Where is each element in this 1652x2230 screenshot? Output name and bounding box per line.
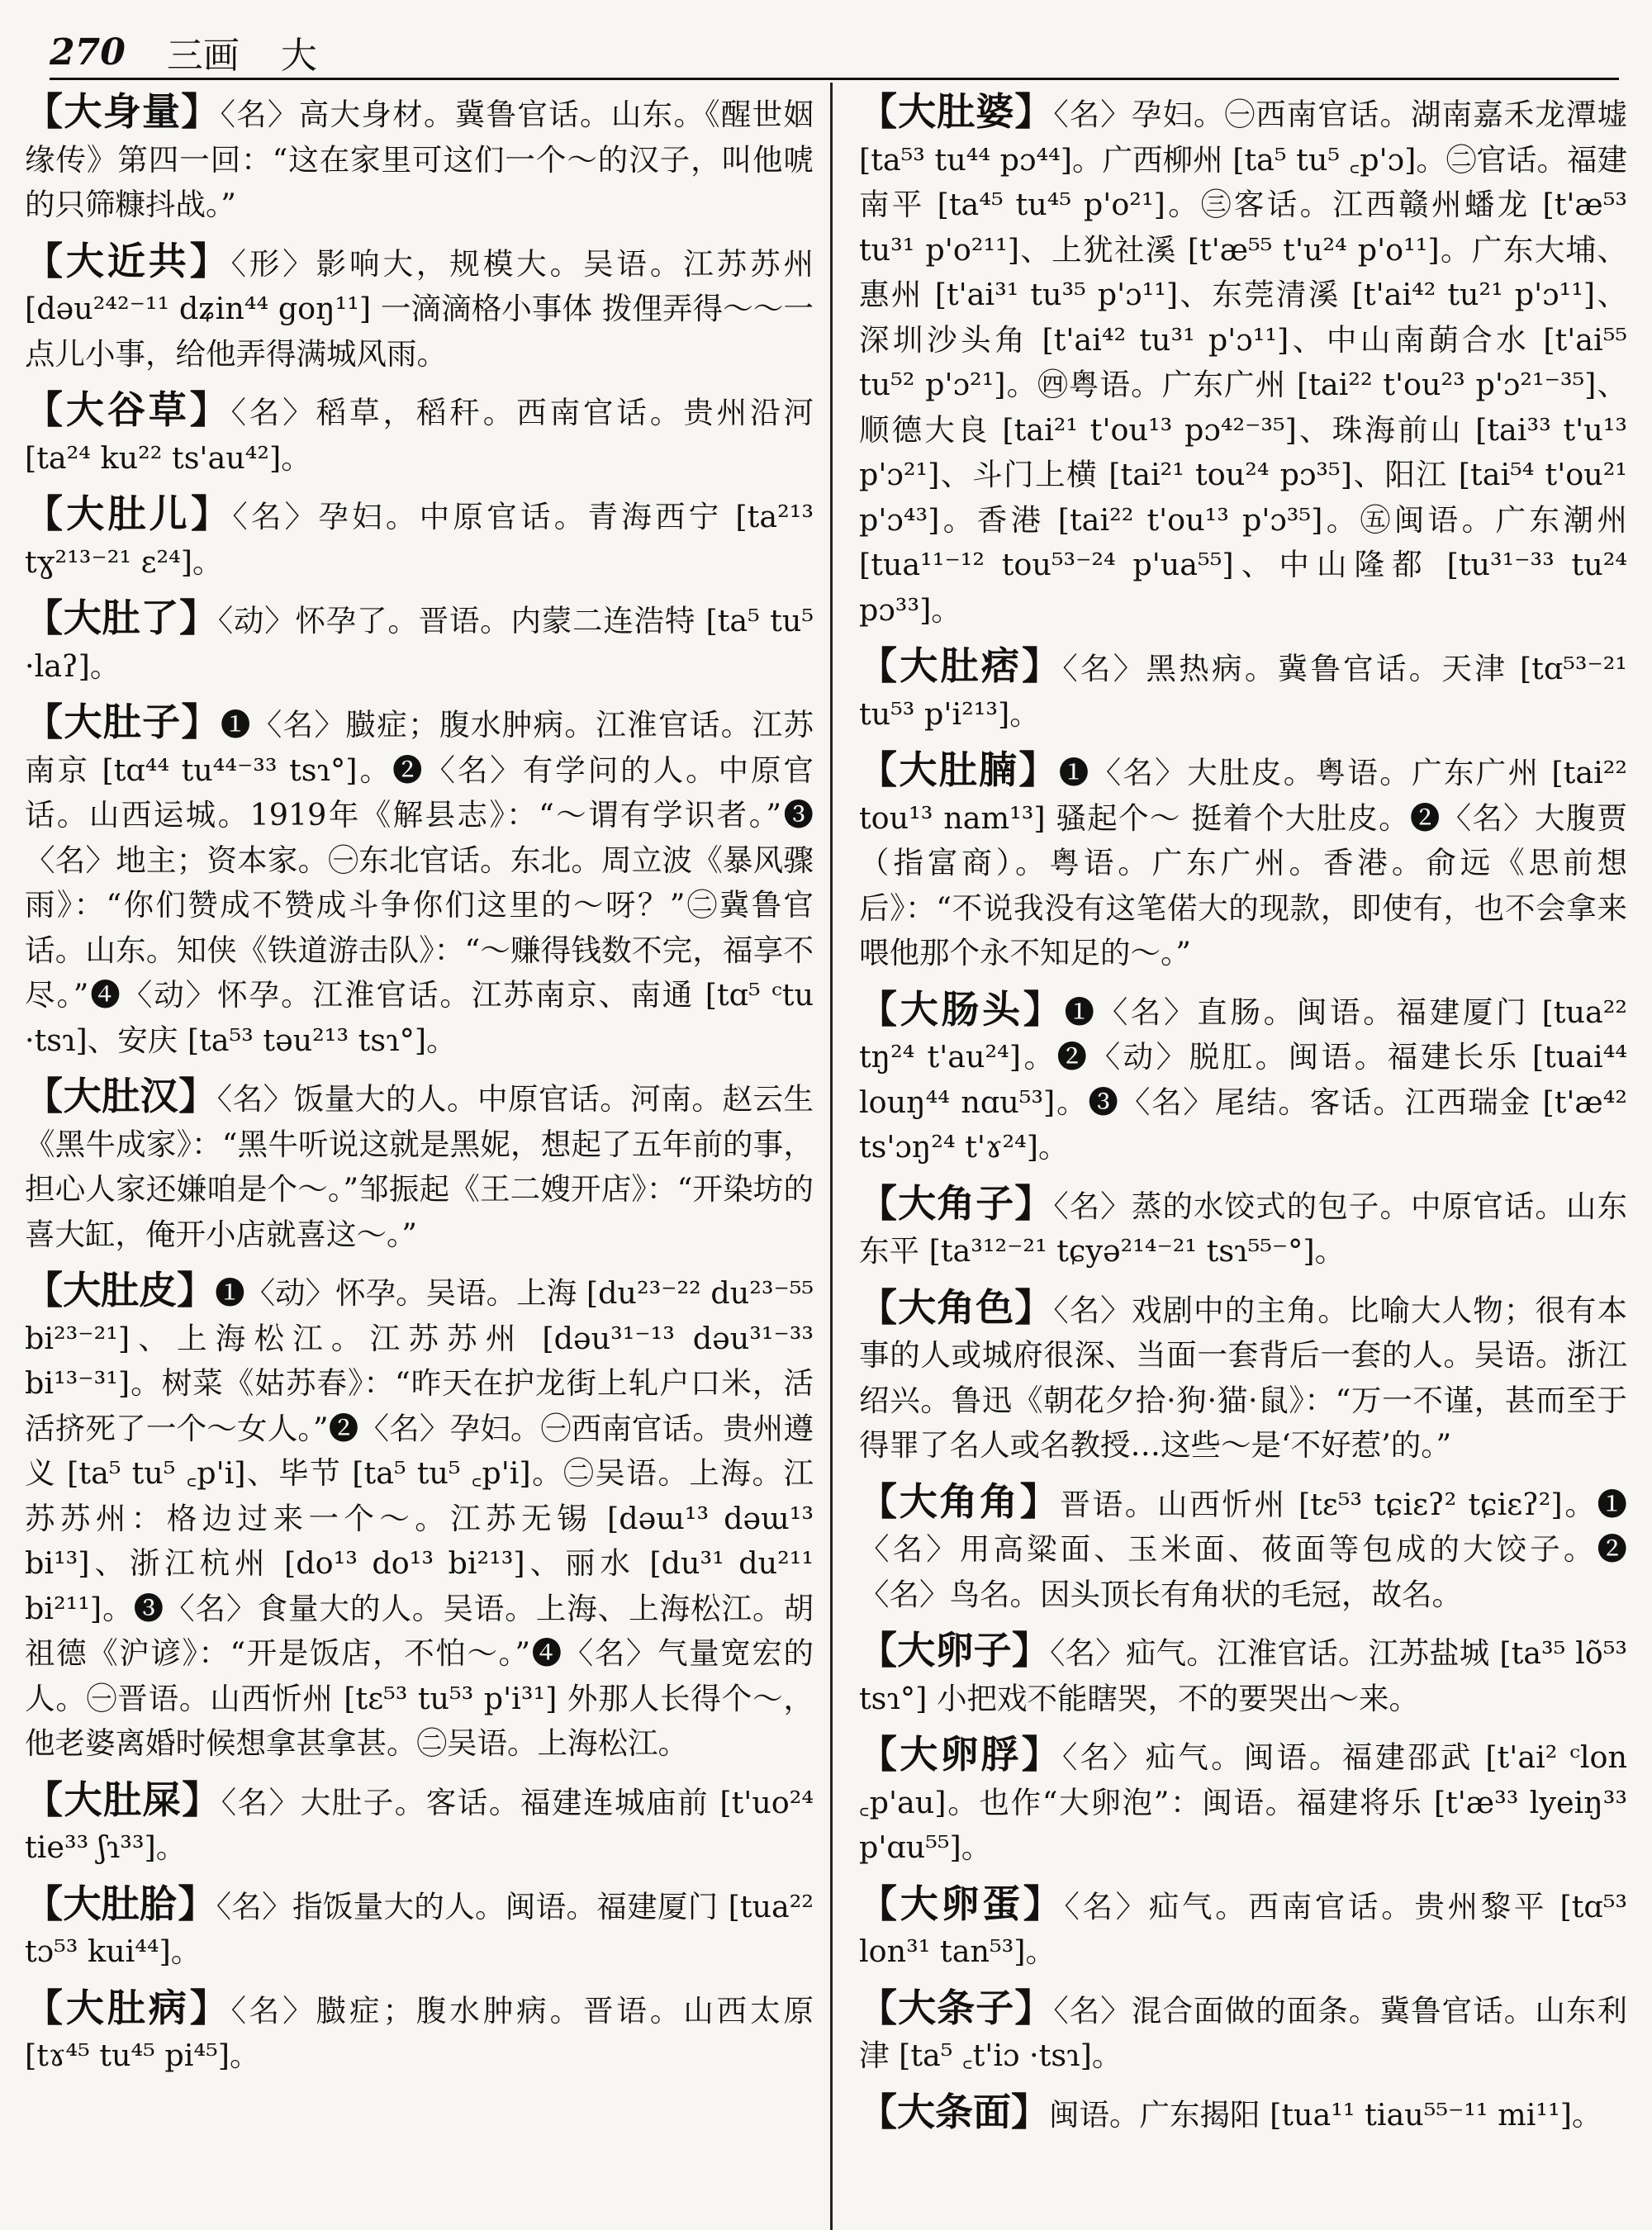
entry-headword: 【大肚婆】 [859, 89, 1054, 134]
dictionary-entry [859, 1181, 1627, 1274]
page-header [50, 23, 1619, 81]
entry-definition: 〈名〉臌症；腹水肿病。晋语。山西太原 [tɤ⁴⁵ tu⁴⁵ pi⁴⁵]。 [25, 1992, 814, 2073]
entry-definition: 〈名〉蒸的水饺式的包子。中原官话。山东东平 [ta³¹²⁻²¹ tɕyə²¹⁴⁻²¹ tsɿ⁵⁵⁻°]。 [859, 1188, 1627, 1269]
entry-definition: 〈名〉疝气。江淮官话。江苏盐城 [ta³⁵ lõ⁵³ tsɿ°] 小把戏不能瞎哭，不的要哭出～来。 [859, 1635, 1627, 1716]
dictionary-entry [859, 1986, 1627, 2079]
column-divider [830, 83, 833, 2230]
entry-headword: 【大肚腩】 [859, 747, 1059, 792]
entry-headword: 【大卵蛋】 [859, 1881, 1065, 1926]
dictionary-entry [859, 643, 1627, 737]
dictionary-entry [859, 1732, 1627, 1871]
entry-headword: 【大肚痞】 [859, 643, 1063, 688]
left-column [25, 89, 814, 2213]
entry-definition: 〈名〉稻草，稻秆。西南官话。贵州沿河 [ta²⁴ ku²² ts'au⁴²]。 [25, 395, 814, 476]
entry-definition: 〈名〉饭量大的人。中原官话。河南。赵云生《黑牛成家》：“黑牛听说这就是黑妮，想起了五年前的事，担心人家还嫌咱是个～。”邹振起《王二嫂开店》：“开染坊的喜大缸，俺开小店就喜这～。” [25, 1081, 814, 1252]
entry-headword: 【大角色】 [859, 1284, 1054, 1330]
entry-headword: 【大肚儿】 [25, 491, 233, 536]
entry-headword: 【大角角】 [859, 1478, 1061, 1524]
entry-headword: 【大身量】 [25, 89, 221, 134]
entry-definition: ❶〈动〉怀孕。吴语。上海 [du²³⁻²² du²³⁻⁵⁵ bi²³⁻²¹]、上海松江。江苏苏州 [dəu³¹⁻¹³ dəu³¹⁻³³ bi¹³⁻³¹]。树菜《姑苏春》：“昨天在护龙街上轧户口米，活活挤死了一个～女人。”❷〈名〉孕妇。㊀西南官话。贵州遵义 [ta⁵ tu⁵ ꜀p'i]、毕节 [ta⁵ tu⁵ ꜀p'i]。㊁吴语。上海。江苏苏州：格边过来一个～。江苏无锡 [dəɯ¹³ dəɯ¹³ bi¹³]、浙江杭州 [do¹³ do¹³ bi²¹³]、丽水 [du³¹ du²¹¹ bi²¹¹]。❸〈名〉食量大的人。吴语。上海、上海松江。胡祖德《沪谚》：“开是饭店，不怕～。”❹〈名〉气量宽宏的人。㊀晋语。山西忻州 [tɛ⁵³ tu⁵³ p'i³¹] 外那人长得个～，他老婆离婚时候想拿甚拿甚。㊁吴语。上海松江。 [25, 1275, 814, 1761]
dictionary-entry [25, 700, 814, 1063]
dictionary-entry [25, 491, 814, 585]
entry-headword: 【大肚屎】 [25, 1777, 221, 1822]
page-number: 270 [50, 31, 126, 74]
entry-definition: ❶〈名〉臌症；腹水肿病。江淮官话。江苏南京 [tɑ⁴⁴ tu⁴⁴⁻³³ tsɿ°]。❷〈名〉有学问的人。中原官话。山西运城。1919年《解县志》：“～谓有学识者。”❸〈名〉地主；资本家。㊀东北官话。东北。周立波《暴风骤雨》：“你们赞成不赞成斗争你们这里的～呀？”㊁冀鲁官话。山东。知侠《铁道游击队》：“～赚得钱数不完，福享不尽。”❹〈动〉怀孕。江淮官话。江苏南京、南通 [tɑ⁵ ᶜtu ·tsɿ]、安庆 [ta⁵³ təu²¹³ tsɿ°]。 [25, 707, 814, 1058]
radical-label: 大 [280, 35, 317, 77]
dictionary-entry [859, 1479, 1627, 1618]
entry-headword: 【大近共】 [25, 238, 231, 283]
entry-headword: 【大肠头】 [859, 986, 1065, 1032]
entry-definition: 〈名〉疝气。闽语。福建邵武 [t'ai² ᶜlon ꜀p'au]。也作“大卵泡”：闽语。福建将乐 [t'æ³³ lyeiŋ³³ p'ɑu⁵⁵]。 [859, 1739, 1627, 1865]
dictionary-entry [25, 239, 814, 377]
dictionary-entry [25, 1268, 814, 1767]
entry-definition: 〈名〉混合面做的面条。冀鲁官话。山东利津 [ta⁵ ꜀t'iɔ ·tsɿ]。 [859, 1992, 1627, 2073]
entry-headword: 【大角子】 [859, 1180, 1054, 1226]
entry-definition: 〈名〉黑热病。冀鲁官话。天津 [tɑ⁵³⁻²¹ tu⁵³ p'i²¹³]。 [859, 651, 1627, 732]
section-label: 三画 [166, 35, 240, 77]
dictionary-entry [859, 2090, 1627, 2138]
entry-headword: 【大条子】 [859, 1985, 1054, 2030]
entry-definition: 〈名〉指饭量大的人。闽语。福建厦门 [tua²² tɔ⁵³ kui⁴⁴]。 [25, 1888, 814, 1969]
entry-definition: 〈名〉疝气。西南官话。贵州黎平 [tɑ⁵³ lon³¹ tan⁵³]。 [859, 1888, 1627, 1969]
dictionary-entry [25, 387, 814, 481]
entry-headword: 【大卵子】 [859, 1628, 1051, 1672]
entry-headword: 【大谷草】 [25, 387, 231, 432]
entry-definition: 〈名〉孕妇。㊀西南官话。湖南嘉禾龙潭墟 [ta⁵³ tu⁴⁴ pɔ⁴⁴]。广西柳州 [ta⁵ tu⁵ ꜀p'ɔ]。㊁官话。福建南平 [ta⁴⁵ tu⁴⁵ p'o²¹]。㊂客话。江西赣州蟠龙 [t'æ⁵³ tu³¹ p'o²¹¹]、上犹社溪 [t'æ⁵⁵ t'u²⁴ p'o¹¹]。广东大埔、惠州 [t'ai³¹ tu³⁵ p'ɔ¹¹]、东莞清溪 [t'ai⁴² tu²¹ p'ɔ¹¹]、深圳沙头角 [t'ai⁴² tu³¹ p'ɔ¹¹]、中山南蓢合水 [t'ai⁵⁵ tu⁵² p'ɔ²¹]。㊃粤语。广东广州 [tai²² t'ou²³ p'ɔ²¹⁻³⁵]、顺德大良 [tai²¹ t'ou¹³ pɔ⁴²⁻³⁵]、珠海前山 [tai³³ t'u¹³ p'ɔ²¹]、斗门上横 [tai²¹ tou²⁴ pɔ³⁵]、阳江 [tai⁵⁴ t'ou²¹ p'ɔ⁴³]。香港 [tai²² t'ou¹³ p'ɔ³⁵]。㊄闽语。广东潮州 [tua¹¹⁻¹² tou⁵³⁻²⁴ p'ua⁵⁵]、中山隆都 [tu³¹⁻³³ tu²⁴ pɔ³³]。 [859, 97, 1627, 628]
entry-headword: 【大肚皮】 [25, 1268, 216, 1312]
header-rule [50, 78, 1619, 80]
dictionary-entry [859, 747, 1627, 976]
entry-definition: 〈名〉大肚子。客话。福建连城庙前 [t'uo²⁴ tie³³ ʃɿ³³]。 [25, 1784, 814, 1865]
entry-definition: ❶〈名〉大肚皮。粤语。广东广州 [tai²² tou¹³ nam¹³] 骚起个～ 挺着个大肚皮。❷〈名〉大腹贾（指富商）。粤语。广东广州。香港。俞远《思前想后》：“不说我没有这笔偌大的现款，即使有，也不会拿来喂他那个永不知足的～。” [859, 755, 1627, 970]
entry-definition: 〈名〉孕妇。中原官话。青海西宁 [ta²¹³ tɣ²¹³⁻²¹ ɛ²⁴]。 [25, 499, 814, 580]
entry-headword: 【大肚子】 [25, 700, 221, 744]
entry-definition: 晋语。山西忻州 [tɛ⁵³ tɕiɛʔ² tɕiɛʔ²]。❶〈名〉用高粱面、玉米面、莜面等包成的大饺子。❷〈名〉鸟名。因头顶长有角状的毛冠，故名。 [859, 1486, 1627, 1612]
dictionary-entry [25, 1986, 814, 2079]
entry-definition: 〈形〉影响大，规模大。吴语。江苏苏州 [dəu²⁴²⁻¹¹ dʑin⁴⁴ goŋ¹¹] 一滴滴格小事体 拨俚弄得～～一点儿小事，给他弄得满城风雨。 [25, 245, 814, 372]
right-column [859, 89, 1627, 2213]
entry-headword: 【大肚汉】 [25, 1074, 217, 1118]
entry-definition: 闽语。广东揭阳 [tua¹¹ tiau⁵⁵⁻¹¹ mi¹¹]。 [1049, 2096, 1602, 2133]
entry-definition: 〈名〉高大身材。冀鲁官话。山东。《醒世姻缘传》第四一回：“这在家里可这们一个～的汉子，叫他唬的只筛糠抖战。” [25, 97, 814, 222]
dictionary-entry [25, 1881, 814, 1975]
entry-headword: 【大肚䏩】 [25, 1881, 216, 1926]
entry-definition: ❶〈名〉直肠。闽语。福建厦门 [tua²² tŋ²⁴ t'au²⁴]。❷〈动〉脱肛。闽语。福建长乐 [tuai⁴⁴ louŋ⁴⁴ nɑu⁵³]。❸〈名〉尾结。客话。江西瑞金 [t'æ⁴² ts'ɔŋ²⁴ t'ɤ²⁴]。 [859, 994, 1627, 1165]
dictionary-entry [859, 987, 1627, 1170]
dictionary-entry [25, 89, 814, 228]
dictionary-entry [859, 1881, 1627, 1975]
dictionary-entry [859, 1285, 1627, 1468]
dictionary-entry [25, 1777, 814, 1871]
entry-headword: 【大卵脬】 [859, 1732, 1062, 1777]
entry-definition: 〈动〉怀孕了。晋语。内蒙二连浩特 [ta⁵ tu⁵ ·laʔ]。 [25, 603, 814, 684]
entry-headword: 【大条面】 [859, 2089, 1049, 2134]
dictionary-entry [859, 89, 1627, 633]
dictionary-entry [25, 1074, 814, 1257]
dictionary-entry [859, 1628, 1627, 1721]
entry-headword: 【大肚病】 [25, 1985, 231, 2030]
dictionary-entry [25, 595, 814, 689]
entry-definition: 〈名〉戏剧中的主角。比喻大人物；很有本事的人或城府很深、当面一套背后一套的人。吴语。浙江绍兴。鲁迅《朝花夕拾·狗·猫·鼠》：“万一不谨，甚而至于得罪了名人或名教授…这些～是‘不好惹’的。” [859, 1292, 1627, 1463]
entry-headword: 【大肚了】 [25, 595, 218, 640]
